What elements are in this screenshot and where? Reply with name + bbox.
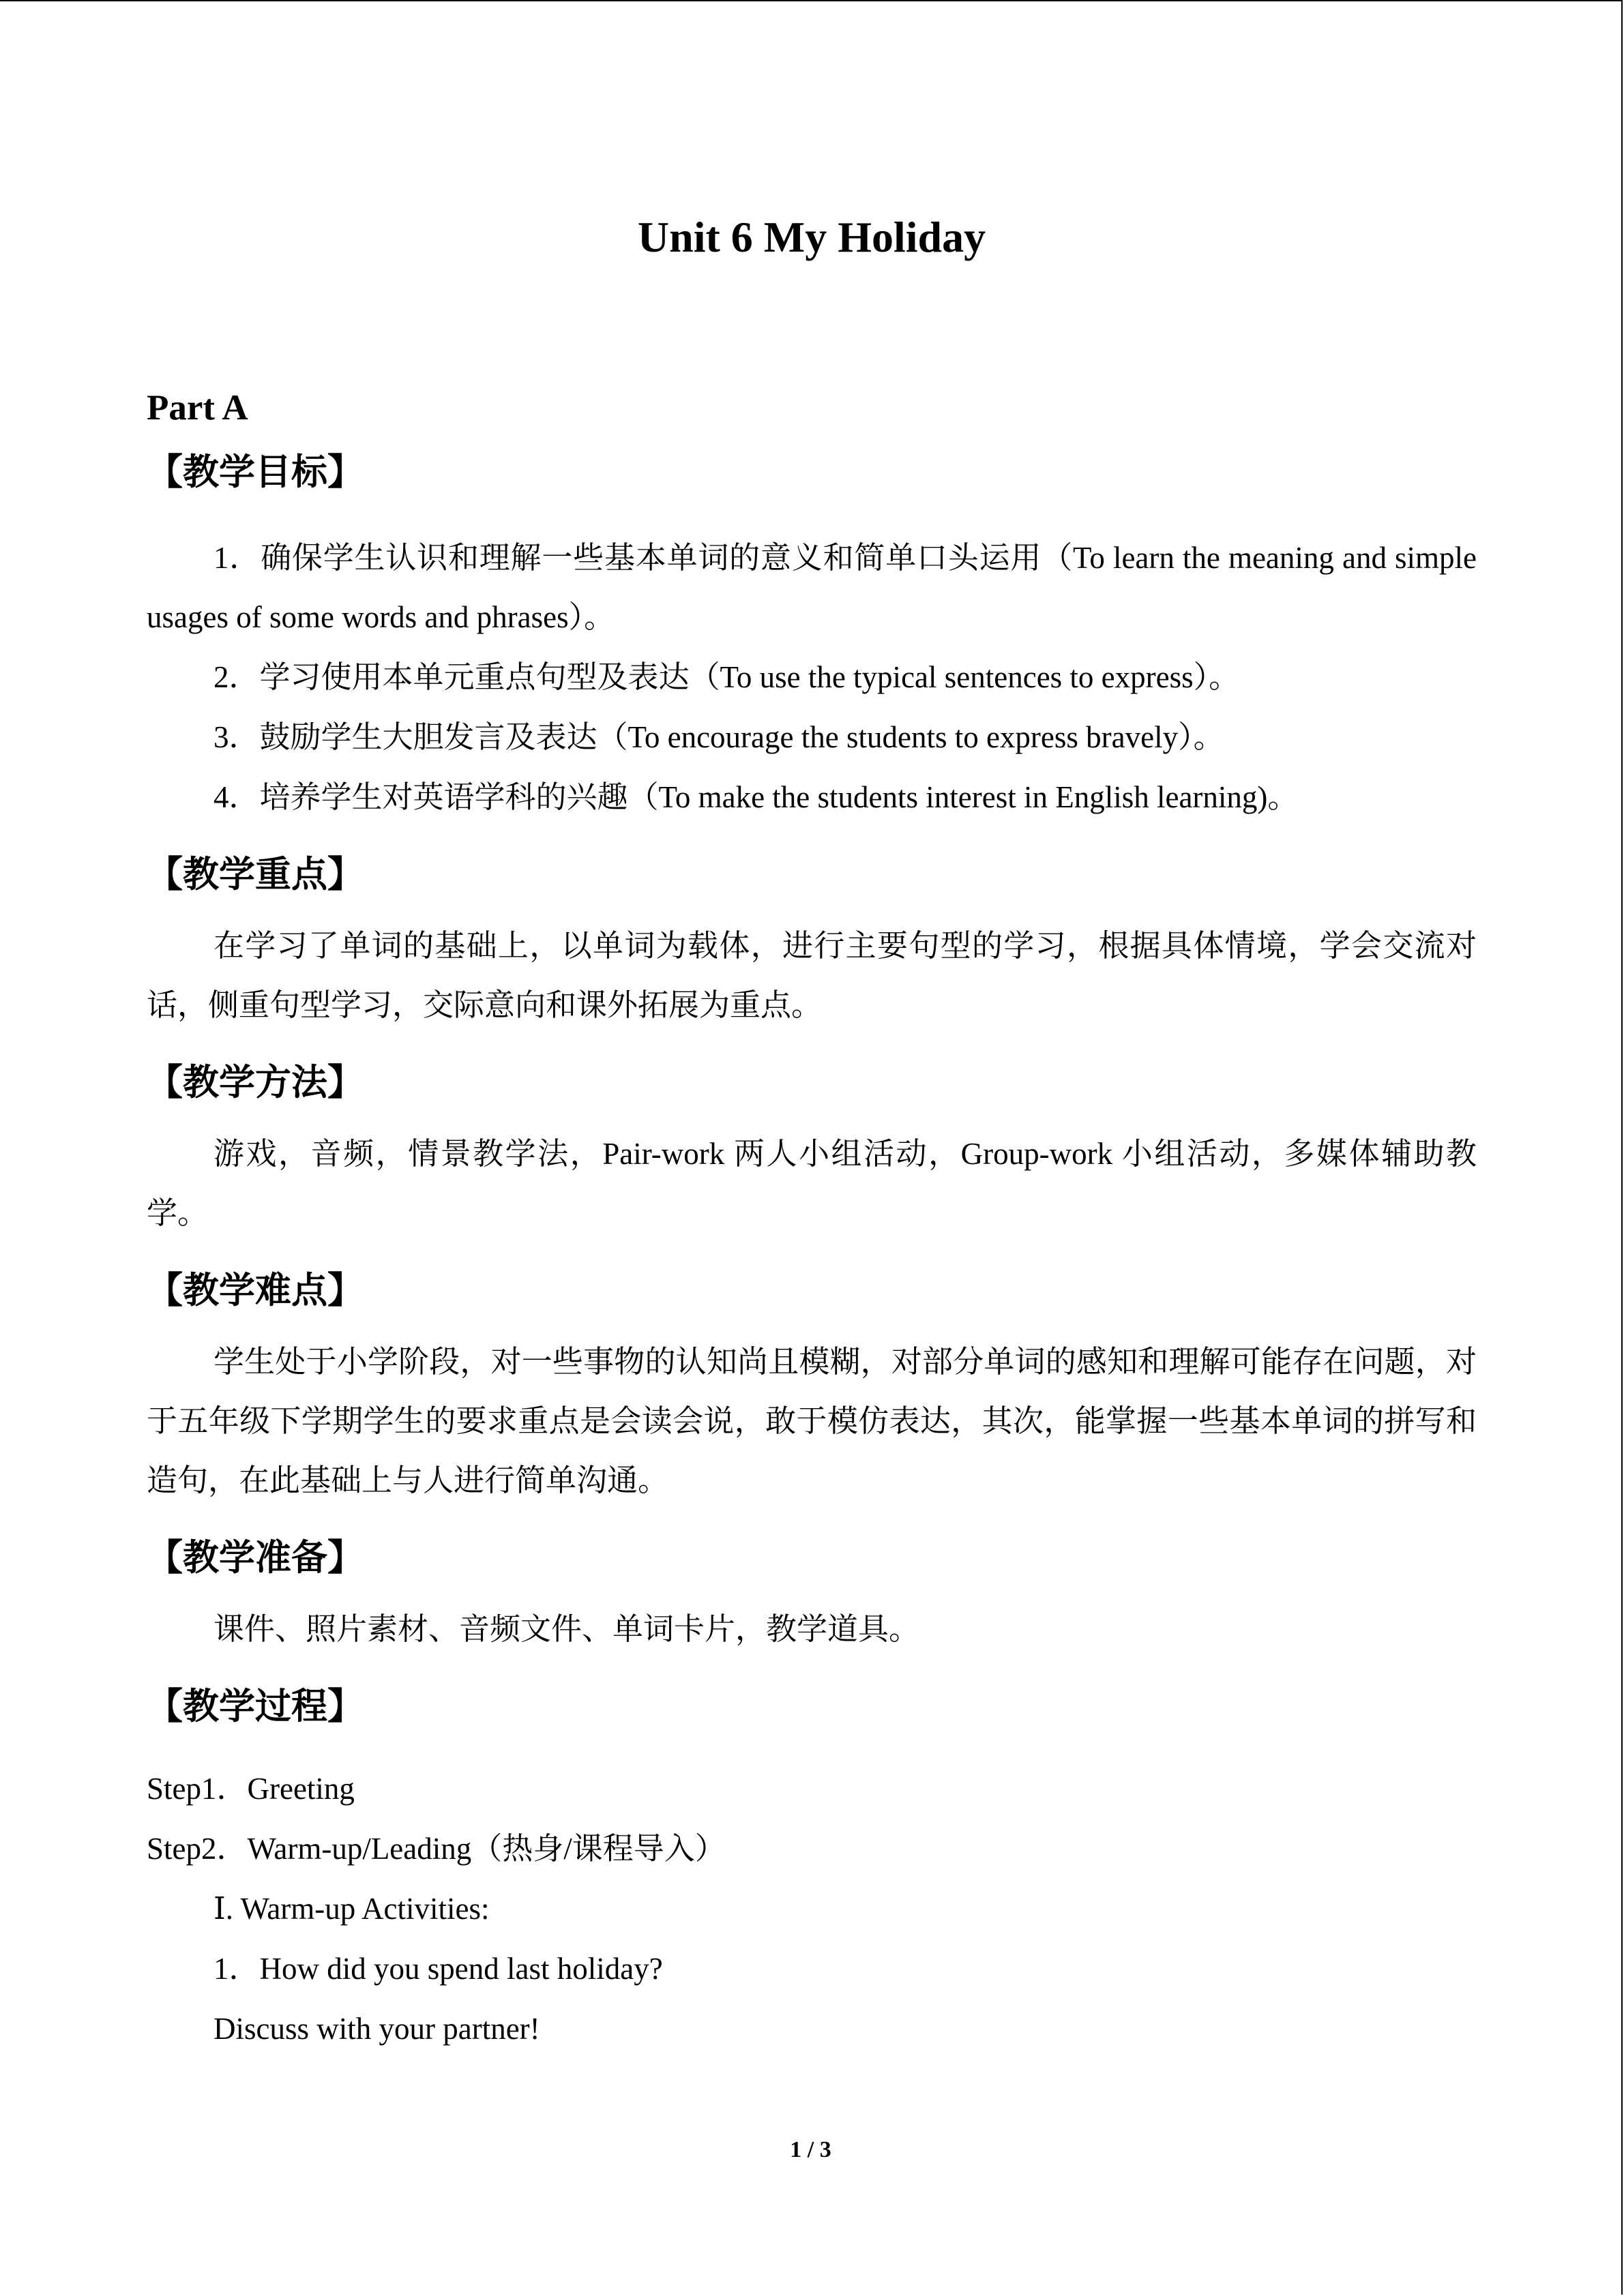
step-1: Step1．Greeting (147, 1772, 355, 1806)
preparation-text: 课件、照片素材、音频文件、单词卡片，教学道具。 (213, 1612, 920, 1646)
objectives-heading: 【教学目标】 (147, 451, 364, 493)
methods-heading: 【教学方法】 (147, 1062, 364, 1103)
objective-item-1: 1．确保学生认识和理解一些基本单词的意义和简单口头运用（To learn the meaning and simple usages of some words and phrases）。 (147, 541, 1477, 634)
document-title: Unit 6 My Holiday (637, 213, 986, 261)
objective-item-2: 2．学习使用本单元重点句型及表达（To use the typical sentences to express）。 (213, 660, 1240, 694)
part-label: Part A (147, 388, 248, 428)
page-number: 1 / 3 (790, 2137, 831, 2162)
page-content (147, 206, 1477, 2059)
question-1: 1．How did you spend last holiday? (213, 1952, 663, 1986)
discuss-instruction: Discuss with your partner! (213, 2012, 540, 2046)
objectives-list (147, 528, 1477, 827)
key-points-text: 在学习了单词的基础上，以单词为载体，进行主要句型的学习，根据具体情境，学会交流对话，侧重句型学习，交际意向和课外拓展为重点。 (147, 929, 1477, 1022)
key-points-heading: 【教学重点】 (147, 854, 364, 895)
difficulties-text: 学生处于小学阶段，对一些事物的认知尚且模糊，对部分单词的感知和理解可能存在问题，对于五年级下学期学生的要求重点是会读会说，敢于模仿表达，其次，能掌握一些基本单词的拼写和造句，在此基础上与人进行简单沟通。 (147, 1345, 1477, 1497)
process-steps (147, 1759, 1477, 2059)
step-2: Step2．Warm-up/Leading（热身/课程导入） (147, 1832, 726, 1866)
process-heading: 【教学过程】 (147, 1686, 364, 1727)
warm-up-activities: Ⅰ. Warm-up Activities: (213, 1892, 490, 1926)
objective-item-3: 3．鼓励学生大胆发言及表达（To encourage the students to express bravely）。 (213, 720, 1224, 754)
methods-text: 游戏，音频，情景教学法，Pair-work 两人小组活动，Group-work 小组活动，多媒体辅助教学。 (147, 1137, 1477, 1230)
difficulties-heading: 【教学难点】 (147, 1270, 364, 1311)
objective-item-4: 4．培养学生对英语学科的兴趣（To make the students interest in English learning)。 (213, 780, 1299, 814)
preparation-heading: 【教学准备】 (147, 1537, 364, 1579)
